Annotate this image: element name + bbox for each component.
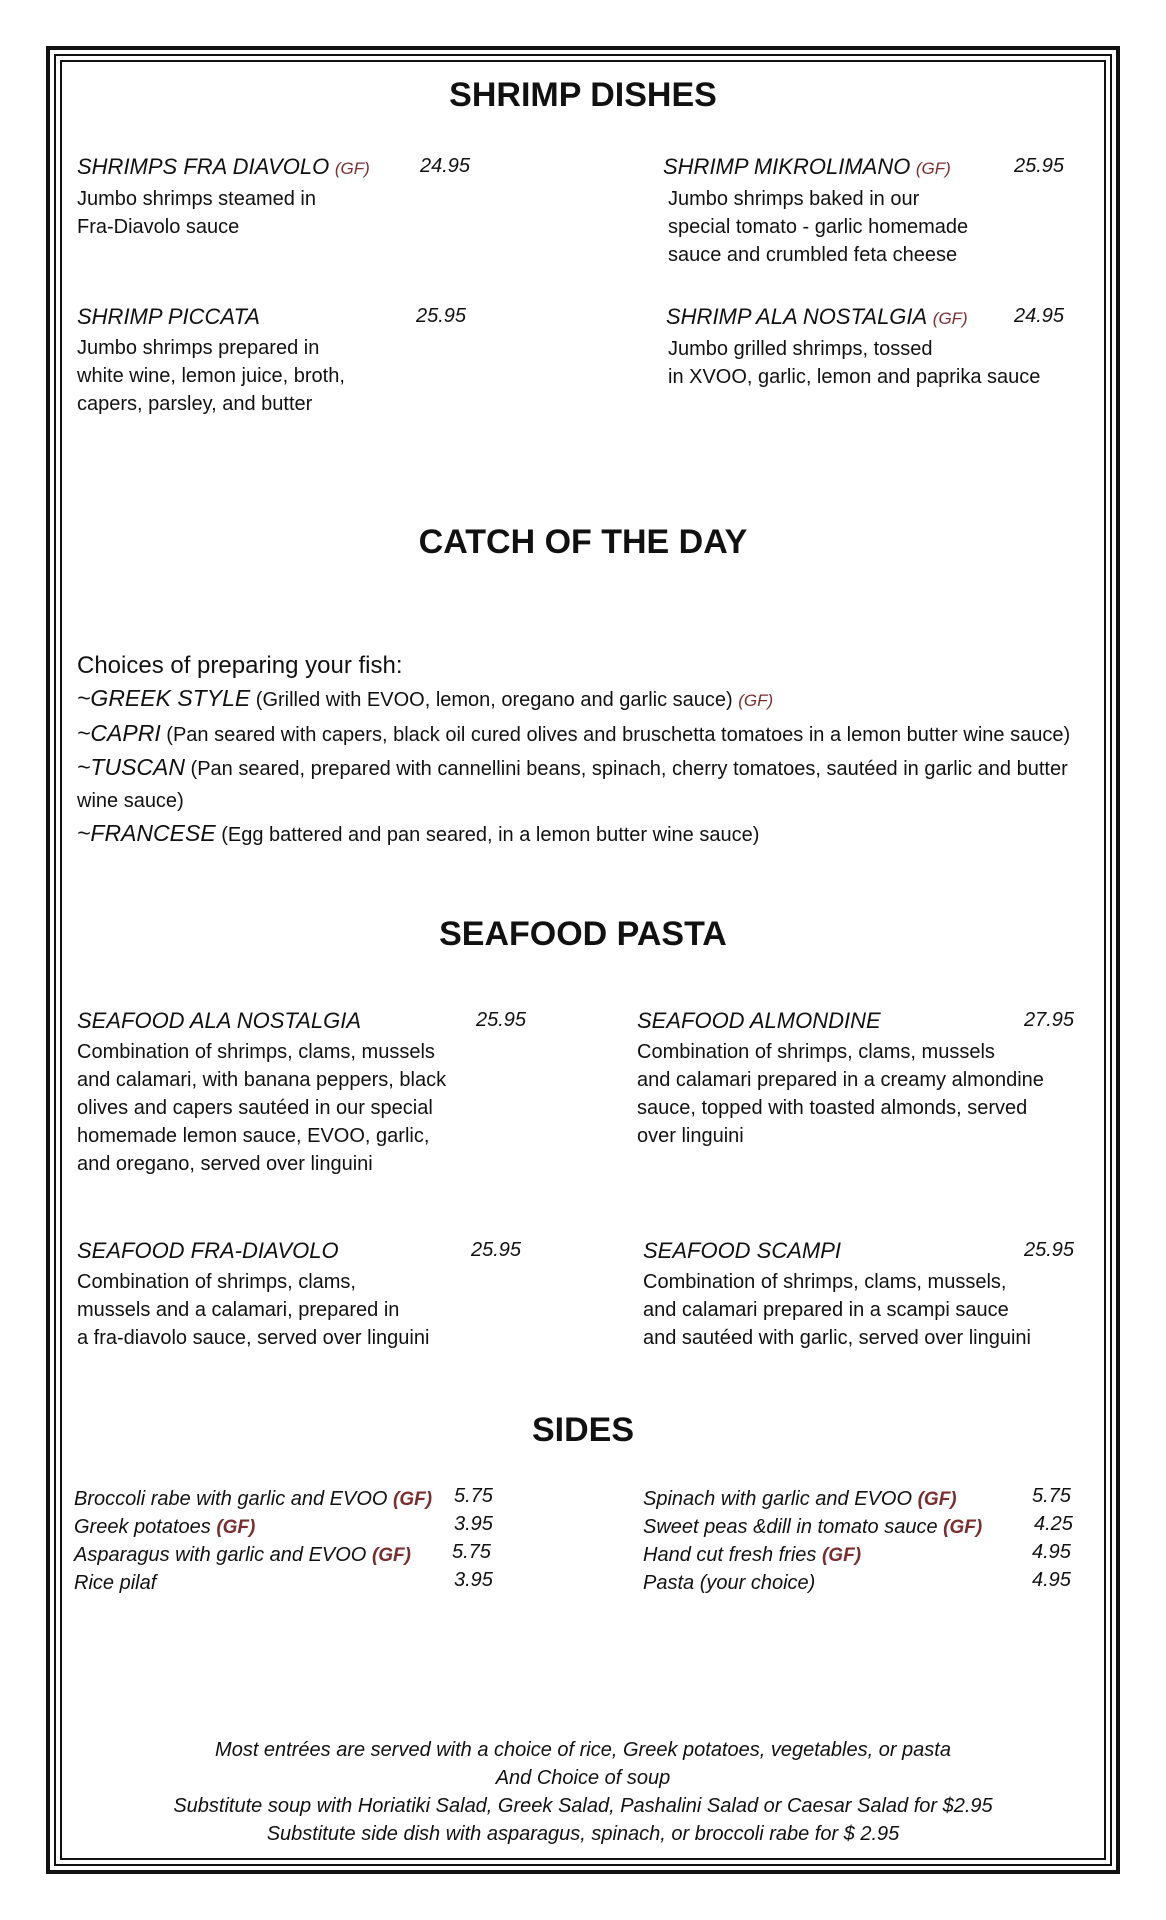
desc-line: Combination of shrimps, clams, mussels, bbox=[643, 1271, 1007, 1293]
menu-item bbox=[643, 1237, 1073, 1352]
desc-line: and calamari prepared in a creamy almondine bbox=[637, 1069, 1044, 1091]
gf-label: (GF) bbox=[334, 159, 370, 178]
style-desc: Egg battered and pan seared, in a lemon butter wine sauce bbox=[227, 824, 753, 846]
side-item bbox=[74, 1541, 411, 1570]
desc-line: Combination of shrimps, clams, mussels bbox=[637, 1041, 995, 1063]
item-price: 25.95 bbox=[476, 1009, 527, 1031]
item-price: 25.95 bbox=[1014, 155, 1065, 177]
desc-line: over linguini bbox=[637, 1125, 744, 1147]
desc-line: and sautéed with garlic, served over linguini bbox=[643, 1327, 1031, 1349]
menu-item bbox=[666, 303, 1066, 391]
item-name: SHRIMP MIKROLIMANO bbox=[663, 154, 911, 179]
item-name: SEAFOOD ALMONDINE bbox=[637, 1008, 881, 1033]
gf-label: (GF) bbox=[821, 1545, 862, 1566]
section-title-sides: SIDES bbox=[531, 1411, 635, 1449]
desc-line: a fra-diavolo sauce, served over linguini bbox=[77, 1327, 430, 1349]
menu-item bbox=[77, 153, 477, 241]
style-name: ~CAPRI bbox=[77, 720, 161, 746]
menu-item bbox=[663, 153, 1063, 269]
side-item bbox=[643, 1569, 815, 1597]
gf-label: (GF) bbox=[932, 309, 968, 328]
desc-line: Jumbo shrimps steamed in bbox=[77, 188, 316, 210]
side-price: 5.75 bbox=[1032, 1485, 1071, 1507]
item-name: SEAFOOD ALA NOSTALGIA bbox=[77, 1008, 362, 1033]
item-description bbox=[77, 334, 477, 418]
item-price: 24.95 bbox=[1014, 305, 1065, 327]
desc-line: and oregano, served over linguini bbox=[77, 1153, 373, 1175]
gf-label: (GF) bbox=[917, 1489, 957, 1510]
side-item bbox=[643, 1485, 957, 1514]
footer-line: Most entrées are served with a choice of rice, Greek potatoes, vegetables, or pasta bbox=[215, 1739, 951, 1761]
style-name: ~TUSCAN bbox=[77, 754, 185, 780]
desc-line: and calamari, with banana peppers, black bbox=[77, 1069, 447, 1091]
item-price: 25.95 bbox=[416, 305, 467, 327]
catch-intro: Choices of preparing your fish: bbox=[77, 652, 403, 679]
menu-item bbox=[77, 1007, 497, 1178]
desc-line: sauce and crumbled feta cheese bbox=[668, 244, 958, 266]
desc-line: Combination of shrimps, clams, mussels bbox=[77, 1041, 435, 1063]
item-price: 27.95 bbox=[1024, 1009, 1075, 1031]
item-price: 25.95 bbox=[1024, 1239, 1075, 1261]
side-name: Rice pilaf bbox=[74, 1572, 157, 1594]
menu-item bbox=[77, 1237, 497, 1352]
side-item bbox=[643, 1513, 982, 1542]
catch-options bbox=[77, 650, 1077, 851]
gf-label: (GF) bbox=[371, 1545, 411, 1566]
desc-line: in XVOO, garlic, lemon and paprika sauce bbox=[668, 366, 1041, 388]
section-title-pasta: SEAFOOD PASTA bbox=[439, 915, 727, 953]
item-name: SHRIMP PICCATA bbox=[77, 304, 260, 329]
desc-line: Jumbo shrimps baked in our bbox=[668, 188, 920, 210]
desc-line: mussels and a calamari, prepared in bbox=[77, 1299, 400, 1321]
side-price: 4.95 bbox=[1032, 1541, 1071, 1563]
desc-line: olives and capers sautéed in our special bbox=[77, 1097, 433, 1119]
desc-line: Jumbo shrimps prepared in bbox=[77, 337, 320, 359]
side-price: 5.75 bbox=[452, 1541, 491, 1563]
item-description bbox=[666, 335, 1066, 391]
menu-item bbox=[637, 1007, 1077, 1150]
item-name: SEAFOOD SCAMPI bbox=[643, 1238, 842, 1263]
desc-line: homemade lemon sauce, EVOO, garlic, bbox=[77, 1125, 430, 1147]
section-title-shrimp: SHRIMP DISHES bbox=[449, 76, 717, 114]
footer-notes bbox=[0, 1736, 1166, 1848]
item-description bbox=[77, 1268, 497, 1352]
side-item bbox=[74, 1485, 432, 1514]
side-item bbox=[74, 1569, 156, 1597]
desc-line: and calamari prepared in a scampi sauce bbox=[643, 1299, 1009, 1321]
gf-label: (GF) bbox=[738, 691, 774, 710]
catch-style: ~FRANCESE (Egg battered and pan seared, in a lemon butter wine sauce) bbox=[77, 820, 760, 846]
item-description bbox=[77, 1038, 497, 1178]
footer-line: And Choice of soup bbox=[495, 1767, 671, 1789]
side-name: Pasta (your choice) bbox=[643, 1572, 816, 1594]
desc-line: Fra-Diavolo sauce bbox=[77, 216, 240, 238]
side-name: Broccoli rabe with garlic and EVOO bbox=[74, 1488, 388, 1510]
side-name: Hand cut fresh fries bbox=[643, 1544, 817, 1566]
side-item bbox=[74, 1513, 255, 1542]
footer-line: Substitute side dish with asparagus, spinach, or broccoli rabe for $ 2.95 bbox=[266, 1823, 900, 1845]
item-description bbox=[663, 185, 1063, 269]
item-description bbox=[643, 1268, 1073, 1352]
side-name: Sweet peas &dill in tomato sauce bbox=[643, 1516, 938, 1538]
side-name: Spinach with garlic and EVOO bbox=[643, 1488, 913, 1510]
desc-line: special tomato - garlic homemade bbox=[668, 216, 969, 238]
desc-line: white wine, lemon juice, broth, bbox=[77, 365, 345, 387]
item-description bbox=[637, 1038, 1077, 1150]
side-price: 5.75 bbox=[454, 1485, 493, 1507]
catch-style: ~GREEK STYLE (Grilled with EVOO, lemon, oregano and garlic sauce) (GF) bbox=[77, 685, 774, 711]
item-price: 25.95 bbox=[471, 1239, 522, 1261]
style-desc: Grilled with EVOO, lemon, oregano and garlic sauce bbox=[262, 689, 727, 711]
side-name: Asparagus with garlic and EVOO bbox=[74, 1544, 367, 1566]
desc-line: Combination of shrimps, clams, bbox=[77, 1271, 356, 1293]
gf-label: (GF) bbox=[216, 1517, 256, 1538]
side-price: 3.95 bbox=[454, 1513, 493, 1535]
gf-label: (GF) bbox=[915, 159, 951, 178]
desc-line: capers, parsley, and butter bbox=[77, 393, 313, 415]
gf-label: (GF) bbox=[943, 1517, 983, 1538]
desc-line: Jumbo grilled shrimps, tossed bbox=[668, 338, 933, 360]
catch-style: ~CAPRI (Pan seared with capers, black oil cured olives and bruschetta tomatoes in a lemon butter wine sauce) bbox=[77, 720, 1071, 746]
style-desc: Pan seared, prepared with cannellini beans, spinach, cherry tomatoes, sautéed in garlic and butter wine sauce bbox=[77, 758, 1068, 812]
side-name: Greek potatoes bbox=[74, 1516, 211, 1538]
item-name: SEAFOOD FRA-DIAVOLO bbox=[77, 1238, 339, 1263]
side-price: 4.95 bbox=[1032, 1569, 1071, 1591]
style-name: ~FRANCESE bbox=[77, 820, 216, 846]
desc-line: sauce, topped with toasted almonds, served bbox=[637, 1097, 1028, 1119]
catch-style: ~TUSCAN (Pan seared, prepared with cannellini beans, spinach, cherry tomatoes, sautéed in garlic and butter wine sauce) bbox=[77, 754, 1068, 812]
side-item bbox=[643, 1541, 861, 1570]
side-price: 3.95 bbox=[454, 1569, 493, 1591]
item-name: SHRIMP ALA NOSTALGIA bbox=[666, 304, 928, 329]
item-name: SHRIMPS FRA DIAVOLO bbox=[77, 154, 330, 179]
style-desc: Pan seared with capers, black oil cured olives and bruschetta tomatoes in a lemon butter wine sauce bbox=[172, 724, 1064, 746]
side-price: 4.25 bbox=[1034, 1513, 1073, 1535]
footer-line: Substitute soup with Horiatiki Salad, Greek Salad, Pashalini Salad or Caesar Salad for $2.95 bbox=[173, 1795, 993, 1817]
section-title-catch: CATCH OF THE DAY bbox=[418, 523, 748, 561]
item-description bbox=[77, 185, 477, 241]
item-price: 24.95 bbox=[420, 155, 471, 177]
style-name: ~GREEK STYLE bbox=[77, 685, 251, 711]
gf-label: (GF) bbox=[393, 1489, 433, 1510]
